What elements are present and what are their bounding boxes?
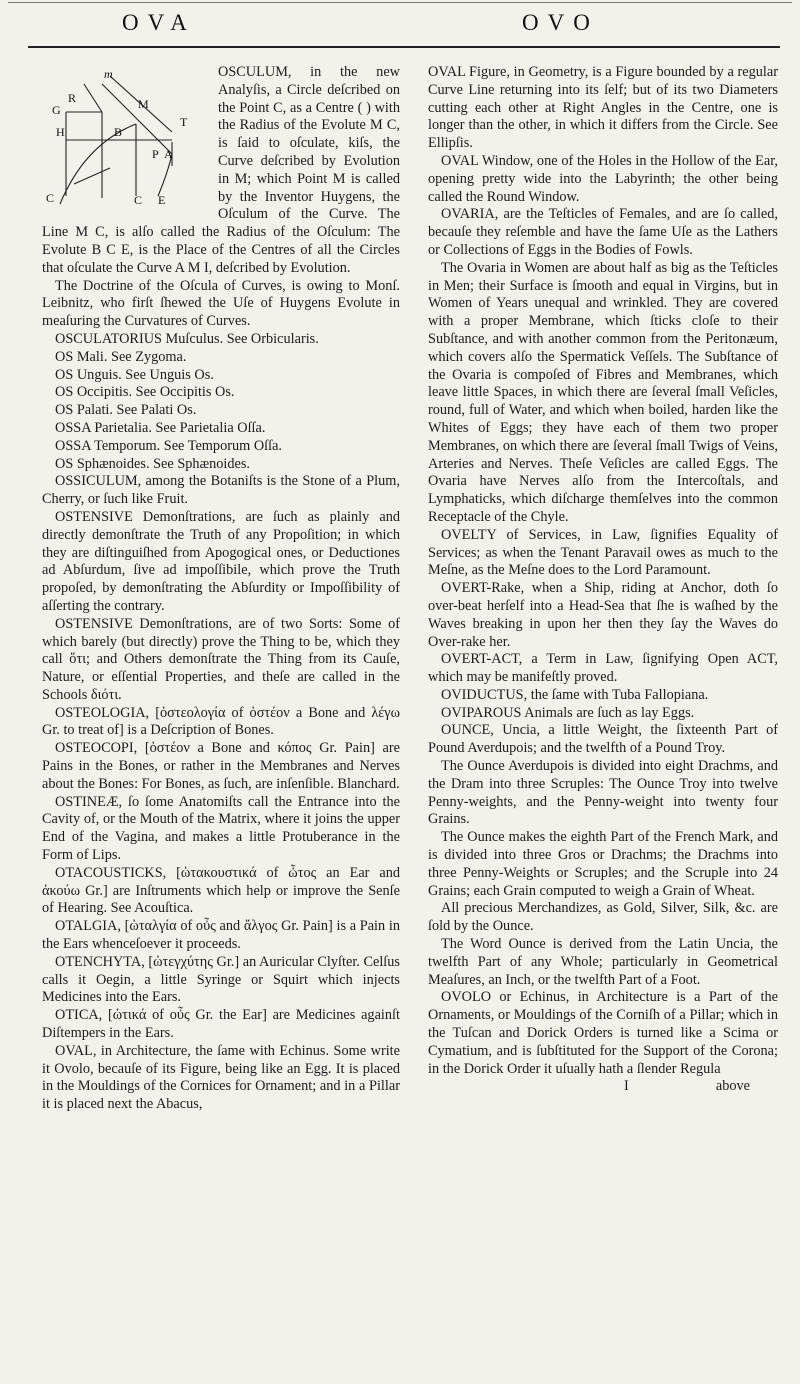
entry-ossa-parietalia: OSSA Parietalia. See Parietalia Oſſa. [55, 419, 266, 436]
entry-os-occipitis: OS Occipitis. See Occipitis Os. [55, 384, 235, 401]
label-r: R [68, 91, 77, 105]
entry-doctrine-oscula: The Doctrine of the Oſcula of Curves, is owing to Monſ. Leibnitz, who firſt ſhewed the Uſe of Huygens Evolute in meaſuring the Curvatures of Curves. [42, 277, 400, 330]
entry-ossiculum: OSSICULUM, among the Botaniſts is the Stone of a Plum, Cherry, or ſuch like Fruit. [42, 473, 400, 508]
label-m: M [138, 97, 149, 111]
entry-oval-window: OVAL Window, one of the Holes in the Hollow of the Ear, opening pretty wide into the Labyrinth; the other being called the Round Window. [428, 152, 778, 205]
entry-osculatorius: OSCULATORIUS Muſculus. See Orbicularis. [55, 330, 319, 347]
page-footer [428, 1078, 778, 1096]
header-rule [28, 46, 780, 48]
entry-os-unguis: OS Unguis. See Unguis Os. [55, 366, 214, 383]
label-m-small: m [104, 67, 113, 81]
entry-ounce-averdupois: The Ounce Averdupois is divided into eight Drachms, and the Dram into three Scruples: The Ounce Troy into twelve Penny-weights, and the Penny-weight into twenty four Grains. [428, 758, 778, 828]
label-a: A [164, 147, 173, 161]
entry-otenchyta: OTENCHYTA, [ὠτεγχύτης Gr.] an Auricular Clyſter. Celſus calls it Oegin, a little Syringe or Squirt which injects Medicines into the Ears. [42, 953, 400, 1006]
entry-ovaria-women: The Ovaria in Women are about half as big as the Teſticles in Men; their Surface is ſmooth and equal in Virgins, but in Women of Years unequal and wrinkled. They are covered with a proper Membrane, which ſticks cloſe to their Subſtance, and with another common from the Peritonæum, which covers alſo the Spermatick Veſſels. The Subſtance of the Ovaria is compoſed of Fibres and Membranes, which leave little Spaces, in which there are ſeveral ſmall Veſicles, round, full of Water, and which when boiled, harden like the Whites of Eggs; they have each of them two proper Membranes, on which there are ſeveral ſmall Twigs of Veins, Arteries and Nerves. Theſe Veſicles are called Eggs. The Ovaria have Nerves alſo from the Intercoſtals, and Lymphaticks, which diſcharge themſelves into the common Receptacle of the Chyle. [428, 259, 778, 525]
right-column [428, 64, 778, 1096]
entry-word-ounce: The Word Ounce is derived from the Latin Uncia, the twelfth Part of any Whole; particularly in Geometrical Meaſures, an Inch, or the twelfth Part of a Foot. [428, 936, 778, 988]
entry-overt-rake: OVERT-Rake, when a Ship, riding at Anchor, doth ſo over-beat herſelf into a Head-Sea that ſhe is waſhed by the Waves breaking in upon her then they ſay the Waves do Over-rake her. [428, 580, 778, 650]
entry-oviductus: OVIDUCTUS, the ſame with Tuba Fallopiana. [441, 686, 709, 703]
entry-ovolo: OVOLO or Echinus, in Architecture is a Part of the Ornaments, or Mouldings of the Corniſh of a Pillar; which in the Tuſcan and Dorick Orders is turned like a Scima or Cymatium, and is ſubſtituted for the Support of the Corona; in the Dorick Order it uſually hath a ſlender Regula [428, 989, 778, 1077]
entry-os-sphaenoides: OS Sphænoides. See Sphænoides. [55, 455, 251, 472]
entry-ovaria: OVARIA, are the Teſticles of Females, and are ſo called, becauſe they reſemble and have the ſame Uſe as the Lathers or Collections of Eggs in the Bodies of Fowls. [428, 206, 778, 258]
entry-osteocopi: OSTEOCOPI, [ὀστέον a Bone and κόπος Gr. Pain] are Pains in the Bones, or rather in the Membranes and Nerves about the Bones: For Bones, as ſuch, are inſenſible. Blanchard. [42, 740, 400, 792]
entry-oviparous: OVIPAROUS Animals are ſuch as lay Eggs. [441, 704, 695, 721]
entry-precious-merchandizes: All precious Merchandizes, as Gold, Silver, Silk, &c. are ſold by the Ounce. [428, 900, 778, 935]
entry-ounce: OUNCE, Uncia, a little Weight, the ſixteenth Part of Pound Averdupois; and the twelfth of a Pound Troy. [428, 722, 778, 757]
entry-oval-figure: OVAL Figure, in Geometry, is a Figure bounded by a regular Curve Line returning into its ſelf; but of its two Diameters cutting each other at Right Angles in the Centre, one is longer than the other, in which it differs from the Circle. See Ellipſis. [428, 64, 778, 152]
entry-osculum: OSCULUM, in the new Analyſis, a Circle deſcribed on the Point C, as a Centre ( ) with the Radius of the Evolute M C, is ſaid to oſculate, kiſs, the Curve deſcribed by Evolution in M; which Point M is called by the Inventor Huygens, the Oſculum of the Curve. The Line M C, is alſo called the Radius of the Oſculum: The Evolute B C E, is the Place of the Centres of all the Circles that oſculate the Curve A M I, deſcribed by Evolution. [42, 64, 400, 276]
top-edge-line [8, 2, 792, 7]
catchword: above [715, 1078, 750, 1095]
signature-mark: I [623, 1078, 629, 1095]
header-left: OVA [122, 10, 196, 35]
entry-overt-act: OVERT-ACT, a Term in Law, ſignifying Open ACT, which may be manifeſtly proved. [428, 651, 778, 686]
label-t: T [180, 115, 188, 129]
header-right: OVO [522, 10, 599, 35]
entry-oval-architecture: OVAL, in Architecture, the ſame with Echinus. Some write it Ovolo, becauſe of its Figure, being like an Egg. It is placed in the Mouldings of the Cornices for Ornament; and in a Pillar it is placed next the Abacus, [42, 1042, 400, 1113]
label-e: E [158, 193, 166, 207]
label-g: G [52, 103, 61, 117]
entry-ostensive-1: OSTENSIVE Demonſtrations, are ſuch as plainly and directly demonſtrate the Truth of any Propoſition; in which they are diſtinguiſhed from Apogogical ones, or Deductiones ad Abſurdum, ſive ad impoſſibile, which prove the Truth propoſed, by demonſtrating the Abſurdity or Impoſſibility of aſſerting the contrary. [42, 508, 400, 614]
entry-os-palati: OS Palati. See Palati Os. [55, 402, 197, 419]
running-header [0, 10, 800, 42]
label-p: P [152, 147, 159, 161]
osculum-figure [40, 64, 210, 207]
entry-ossa-temporum: OSSA Temporum. See Temporum Oſſa. [55, 437, 283, 454]
entry-otalgia: OTALGIA, [ὠταλγία of οὖς and ἄλγος Gr. Pain] is a Pain in the Ears whenceſoever it proceeds. [42, 918, 400, 953]
entry-ounce-french: The Ounce makes the eighth Part of the French Mark, and is divided into three Gros or Drachms; the Drachms into three Penny-Weights or Scruples; and the Scruple into 24 Grains; each Grain computed to weigh a Grain of Wheat. [428, 829, 778, 899]
entry-otacousticks: OTACOUSTICKS, [ὠτακουστικά of ὦτος an Ear and ἀκούω Gr.] are Inſtruments which help or improve the Senſe of Hearing. See Acouſtica. [42, 864, 400, 917]
entry-ovelty: OVELTY of Services, in Law, ſignifies Equality of Services; as when the Tenant Paravail owes as much to the Meſne, as the Meſne does to the Lord Paramount. [428, 526, 778, 579]
entry-ostensive-2: OSTENSIVE Demonſtrations, are of two Sorts: Some of which barely (but directly) prove the Thing to be, which they call ὅτι; and Others demonſtrate the Thing from its Cauſe, Nature, or eſſential Properties, and theſe are called in the Schools διότι. [42, 615, 400, 703]
label-c-bottom: C [134, 193, 143, 207]
entry-ostineae: OSTINEÆ, ſo ſome Anatomiſts call the Entrance into the Cavity of, or the Mouth of the Matrix, where it joins the upper End of the Vagina, and makes a little Protuberance in the Form of Lips. [42, 793, 400, 864]
entry-os-mali: OS Mali. See Zygoma. [55, 348, 187, 365]
label-b: B [114, 125, 123, 139]
label-h: H [56, 125, 65, 139]
entry-otica: OTICA, [ὠτικά of οὖς Gr. the Ear] are Medicines againſt Diſtempers in the Ears. [42, 1007, 400, 1042]
left-column [42, 64, 400, 1114]
evolute-diagram [40, 64, 210, 207]
entry-osteologia: OSTEOLOGIA, [ὀστεολογία of ὀστέον a Bone and λέγω Gr. to treat of] is a Deſcription of Bones. [42, 704, 400, 739]
label-c-left: C [46, 191, 55, 205]
